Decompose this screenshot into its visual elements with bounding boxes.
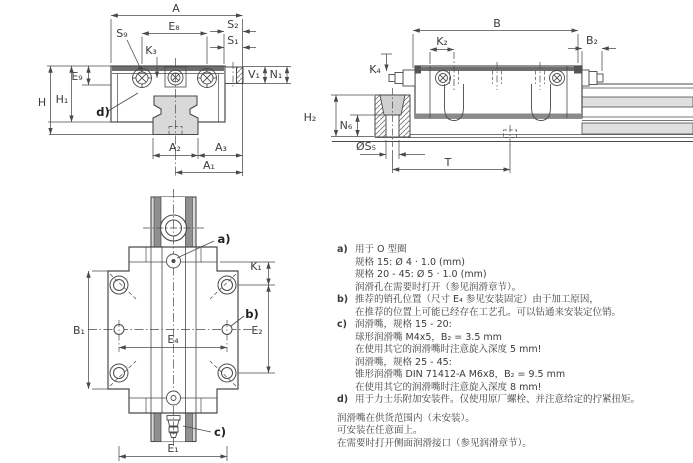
dim-label-S2: S₂ xyxy=(227,18,239,31)
note-b-line: 推荐的销孔位置（尺寸 E₄ 参见安装固定）由于加工原因， xyxy=(355,294,599,305)
note-c-line: 润滑嘴，规格 25 - 45: xyxy=(355,356,452,368)
footer-line: 润滑嘴在供货范围内（未安装）。 xyxy=(337,412,475,424)
dimension-B1 xyxy=(89,271,109,389)
grease-nipple-icon xyxy=(389,70,415,86)
note-b-label: b) xyxy=(337,294,349,305)
callout-label-b: b) xyxy=(245,307,259,321)
front-view xyxy=(38,2,291,176)
dim-label-E9: E₉ xyxy=(71,70,83,83)
callout-label-a: a) xyxy=(217,232,231,246)
dim-label-S5: ØS₅ xyxy=(355,140,377,153)
note-c-label: c) xyxy=(337,319,347,330)
dim-label-N1: N₁ xyxy=(269,68,283,81)
dim-label-H: H xyxy=(37,96,47,109)
footer-note xyxy=(337,413,689,451)
dim-label-B: B xyxy=(493,17,501,30)
dim-label-E1: E₁ xyxy=(167,442,179,455)
note-c-line: 在使用其它的润滑嘴时注意旋入深度 8 mm! xyxy=(355,381,542,393)
top-seal-strip-side xyxy=(416,67,574,71)
dim-label-A2: A₂ xyxy=(169,141,181,154)
dim-label-T: T xyxy=(444,156,452,169)
dim-label-K3: K₃ xyxy=(145,44,157,57)
dim-label-H2: H₂ xyxy=(303,111,317,124)
corner-block-right xyxy=(574,67,582,74)
dimension-K4 xyxy=(381,54,392,71)
carriage-body-top xyxy=(108,247,238,413)
dim-label-N6: N₆ xyxy=(339,119,353,132)
note-b xyxy=(337,294,689,307)
note-a-line: 规格 20 - 45: Ø 5 · 1.0 (mm) xyxy=(355,269,487,280)
lube-port-seal-hatch xyxy=(237,67,244,84)
callout-label-c: c) xyxy=(213,425,227,439)
dim-label-E4: E₄ xyxy=(167,333,179,346)
dim-label-A1: A₁ xyxy=(203,159,215,172)
dim-label-K1: K₁ xyxy=(250,260,262,273)
note-d-label: d) xyxy=(337,394,349,405)
bottom-seal-strip-side xyxy=(415,114,582,119)
footnotes-block xyxy=(337,244,689,450)
note-b-line: 在推荐的位置上可能已经存在工艺孔。可以钻通来安装定位销。 xyxy=(355,306,622,318)
dim-label-S9: S₉ xyxy=(116,27,128,40)
note-a-line: 润滑孔在需要时打开（参见润滑章节）。 xyxy=(355,281,522,293)
dim-label-E2: E₂ xyxy=(251,324,263,337)
footer-line: 在需要时打开侧面润滑接口（参见润滑章节）。 xyxy=(337,437,532,449)
dim-label-B2: B₂ xyxy=(586,34,598,47)
dimension-E9 xyxy=(82,66,111,85)
dim-label-V1: V₁ xyxy=(248,68,260,81)
note-a-label: a) xyxy=(337,244,348,255)
note-d-line: 用于力士乐附加安装件。仅使用原厂螺栓、并注意给定的拧紧扭矩。 xyxy=(355,394,641,405)
note-a-line: 用于 O 型圈 xyxy=(355,244,407,255)
dim-label-E8: E₈ xyxy=(168,20,180,33)
callout-label-d: d) xyxy=(96,105,110,119)
top-view xyxy=(73,189,275,461)
note-d xyxy=(337,394,689,407)
note-c-line: 在使用其它的润滑嘴时注意旋入深度 5 mm! xyxy=(355,344,542,355)
dim-label-K4: K₄ xyxy=(369,63,381,76)
note-c xyxy=(337,319,689,332)
footer-line: 可安装在任意面上。 xyxy=(337,425,423,436)
note-c-line: 润滑嘴，规格 15 - 20: xyxy=(355,319,452,330)
note-c-line: 锥形润滑嘴 DIN 71412-A M6x8，B₂ = 9.5 mm xyxy=(355,369,566,380)
dim-label-B1: B₁ xyxy=(73,324,85,337)
side-view xyxy=(304,17,693,173)
dim-label-H1: H₁ xyxy=(55,93,69,106)
note-a-line: 规格 15: Ø 4 · 1.0 (mm) xyxy=(355,256,465,268)
rail-mounting-section xyxy=(375,88,410,147)
note-a xyxy=(337,244,689,257)
dim-label-A: A xyxy=(172,2,180,15)
corner-block-left xyxy=(415,67,421,74)
dim-label-A3: A₃ xyxy=(215,141,227,154)
dim-label-K2: K₂ xyxy=(436,35,448,48)
screw-icon xyxy=(198,69,217,88)
dim-label-S1: S₁ xyxy=(227,34,239,47)
dimension-H2 xyxy=(331,95,374,137)
note-c-line: 球形润滑嘴 M4x5，B₂ = 3.5 mm xyxy=(355,331,502,343)
